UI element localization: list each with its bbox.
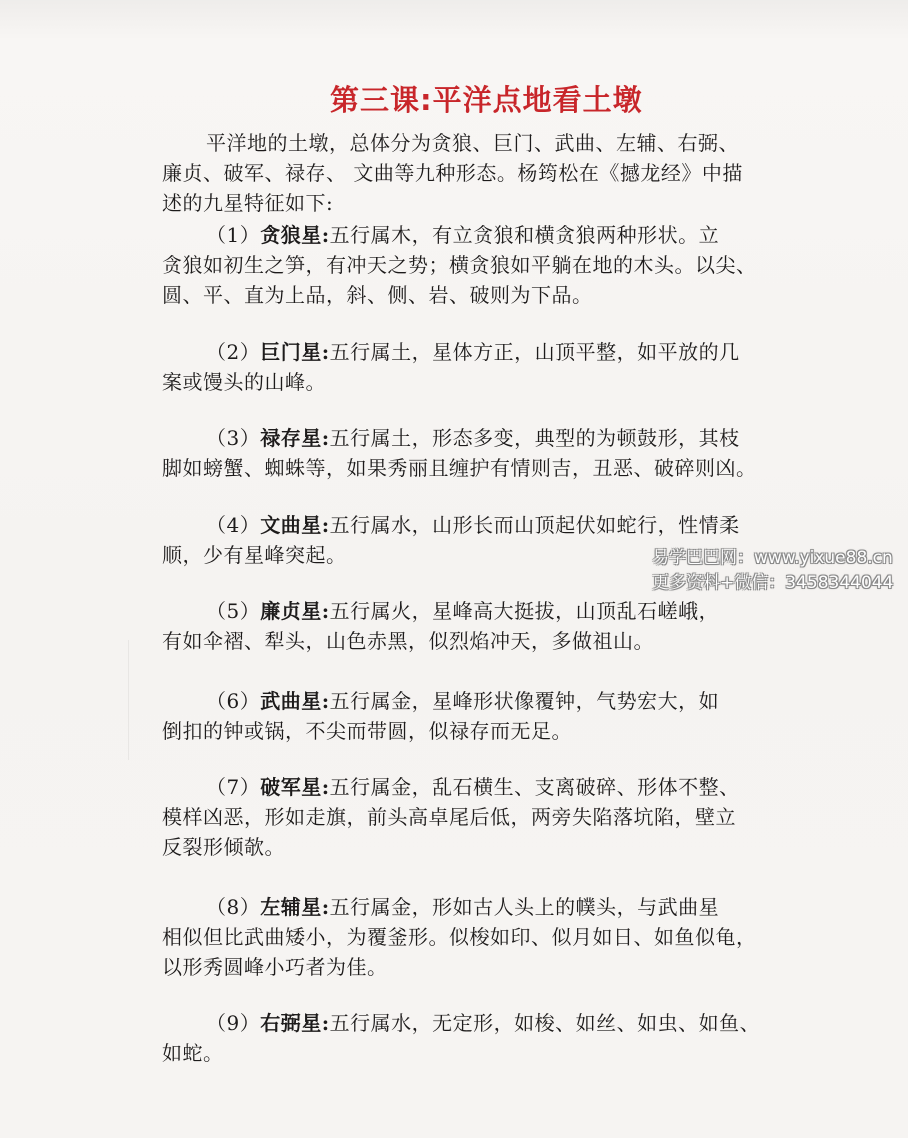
- item-line: 贪狼如初生之笋，有冲天之势；横贪狼如平躺在地的木头。以尖、: [162, 253, 757, 277]
- item-number: （7）: [206, 775, 261, 799]
- star-item-jumen: [162, 337, 822, 397]
- item-text: 五行属木，有立贪狼和横贪狼两种形状。立: [329, 223, 720, 247]
- star-item-pojun: [162, 772, 822, 862]
- item-first-line: [162, 220, 822, 250]
- intro-line: 平洋地的土墩，总体分为贪狼、巨门、武曲、左辅、右弼、: [206, 131, 739, 155]
- item-line: 相似但比武曲矮小，为覆釜形。似梭如印、似月如日、如鱼似龟，: [162, 925, 757, 949]
- item-first-line: [162, 772, 822, 802]
- item-line: 模样凶恶，形如走旗，前头高卓尾后低，两旁失陷落坑陷，壁立: [162, 805, 736, 829]
- star-name: 禄存星:: [260, 426, 330, 450]
- star-name: 破军星:: [260, 775, 330, 799]
- item-first-line: [162, 337, 822, 367]
- item-first-line: [162, 1008, 822, 1038]
- intro-line: 述的九星特征如下:: [162, 191, 334, 215]
- watermark-contact: 更多资料+微信：3458344044: [652, 573, 894, 593]
- item-line: 有如伞褶、犁头，山色赤黑，似烈焰冲天，多做祖山。: [162, 629, 654, 653]
- item-line: 顺，少有星峰突起。: [162, 543, 347, 567]
- item-text: 五行属金，星峰形状像覆钟，气势宏大，如: [329, 689, 720, 713]
- item-first-line: [162, 596, 822, 626]
- item-text: 五行属土，形态多变，典型的为顿鼓形，其枝: [329, 426, 740, 450]
- star-item-zuofu: [162, 892, 822, 982]
- item-number: （6）: [206, 689, 261, 713]
- item-text: 五行属金，形如古人头上的幞头，与武曲星: [329, 895, 720, 919]
- star-item-lucun: [162, 423, 822, 483]
- item-text: 五行属土，星体方正，山顶平整，如平放的几: [329, 340, 740, 364]
- item-number: （2）: [206, 340, 261, 364]
- star-item-tanlang: [162, 220, 822, 310]
- item-line: 案或馒头的山峰。: [162, 370, 326, 394]
- star-name: 文曲星:: [260, 513, 330, 537]
- item-first-line: [162, 686, 822, 716]
- item-number: （5）: [206, 599, 261, 623]
- star-item-youbi: [162, 1008, 822, 1068]
- item-text: 五行属金，乱石横生、支离破碎、形体不整、: [329, 775, 740, 799]
- item-line: 脚如螃蟹、蜘蛛等，如果秀丽且缠护有情则吉，丑恶、破碎则凶。: [162, 456, 757, 480]
- star-name: 武曲星:: [260, 689, 330, 713]
- intro-line: 廉贞、破军、禄存、 文曲等九种形态。杨筠松在《撼龙经》中描: [162, 161, 743, 185]
- item-number: （9）: [206, 1011, 261, 1035]
- star-name: 左辅星:: [260, 895, 330, 919]
- item-number: （4）: [206, 513, 261, 537]
- star-name: 巨门星:: [260, 340, 330, 364]
- item-number: （3）: [206, 426, 261, 450]
- watermark-site: 易学巴巴网：www.yixue88.cn: [652, 548, 893, 568]
- item-line: 倒扣的钟或锅，不尖而带圆，似禄存而无足。: [162, 719, 572, 743]
- item-number: （1）: [206, 223, 261, 247]
- star-item-lianzhen: [162, 596, 822, 656]
- star-item-wuqu: [162, 686, 822, 746]
- lesson-title: 第三课:平洋点地看土墩: [330, 83, 643, 117]
- scan-shadow: [0, 0, 908, 40]
- item-first-line: [162, 892, 822, 922]
- item-line: 以形秀圆峰小巧者为佳。: [162, 955, 388, 979]
- item-number: （8）: [206, 895, 261, 919]
- item-text: 五行属火，星峰高大挺拔，山顶乱石嵯峨，: [329, 599, 720, 623]
- star-name: 廉贞星:: [260, 599, 330, 623]
- item-line: 反裂形倾欹。: [162, 835, 285, 859]
- scan-artifact: [128, 640, 129, 760]
- item-text: 五行属水，无定形，如梭、如丝、如虫、如鱼、: [329, 1011, 761, 1035]
- item-line: 圆、平、直为上品，斜、侧、岩、破则为下品。: [162, 283, 593, 307]
- intro-paragraph: [162, 128, 822, 218]
- item-text: 五行属水，山形长而山顶起伏如蛇行，性情柔: [329, 513, 740, 537]
- item-line: 如蛇。: [162, 1041, 224, 1065]
- item-first-line: [162, 423, 822, 453]
- item-first-line: [162, 510, 822, 540]
- star-name: 贪狼星:: [260, 223, 330, 247]
- star-name: 右弼星:: [260, 1011, 330, 1035]
